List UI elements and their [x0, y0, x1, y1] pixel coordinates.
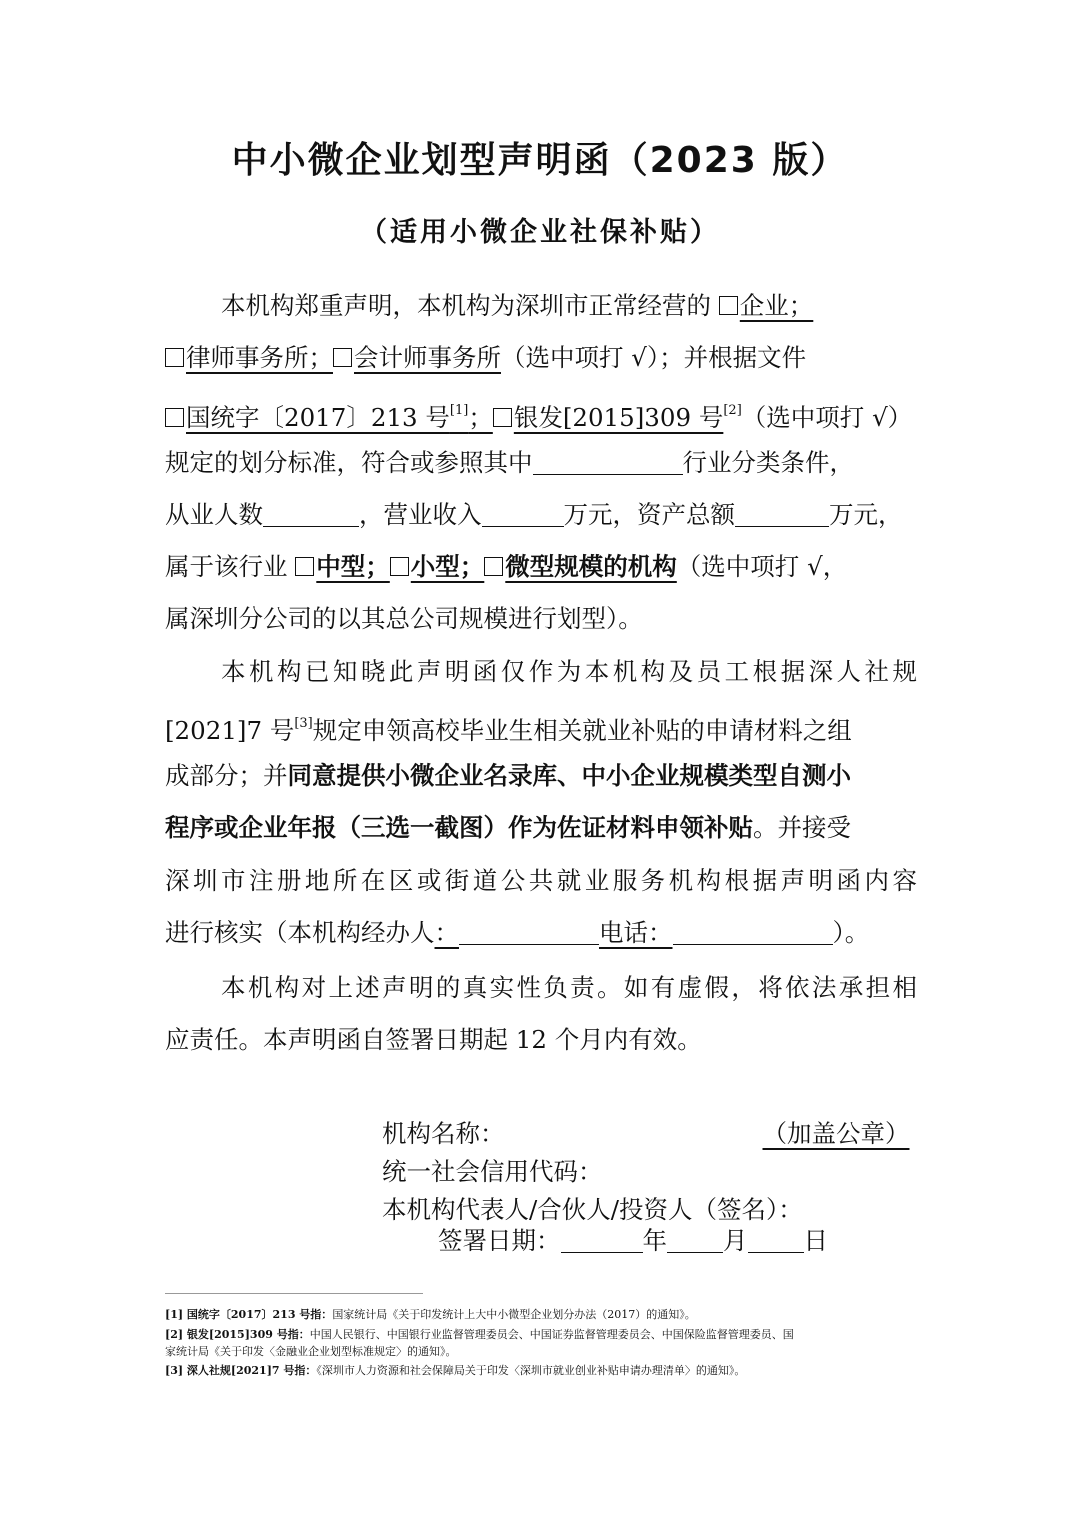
p1-line-6: 属于该行业 中型； 小型； 微型规模的机构（选中项打 √，	[165, 552, 848, 581]
p2-line-6: 进行核实（本机构经办人： 电话： ）。	[165, 913, 917, 953]
p2-line-4: 程序或企业年报（三选一截图）作为佐证材料申领补贴。并接受	[165, 813, 851, 842]
p1-line-4: 规定的划分标准，符合或参照其中 行业分类条件，	[165, 443, 917, 483]
credit-code-row: 统一社会信用代码：	[382, 1157, 603, 1186]
seal-note: （加盖公章）	[762, 1119, 910, 1148]
p2-line-2: [2021]7 号[3]规定申领高校毕业生相关就业补贴的申请材料之组	[165, 716, 852, 745]
p2-line-5: 深圳市注册地所在区或街道公共就业服务机构根据声明函内容	[165, 866, 917, 895]
industry-blank[interactable]	[533, 444, 683, 475]
p1-line-5: 从业人数 ，营业收入 万元，资产总额 万元，	[165, 495, 917, 535]
page-title: 中小微企业划型声明函（2023 版）	[231, 140, 849, 181]
org-name-field[interactable]	[505, 1119, 910, 1148]
p3-line-1: 本机构对上述声明的真实性负责。如有虚假，将依法承担相	[221, 973, 917, 1002]
checkbox-icon[interactable]	[165, 348, 184, 367]
page-subtitle: （适用小微企业社保补贴）	[360, 217, 720, 248]
standard-doc-options[interactable]: 国统字〔2017〕213 号[1]； 银发[2015]309 号	[165, 403, 723, 432]
checkbox-icon[interactable]	[390, 557, 409, 576]
month-blank[interactable]	[667, 1222, 723, 1253]
checkbox-icon[interactable]	[493, 408, 512, 427]
checkbox-icon[interactable]	[333, 348, 352, 367]
checkbox-icon[interactable]	[295, 557, 314, 576]
footnote-2-continued: 家统计局《关于印发〈金融业企业划型标准规定〉的通知》。	[165, 1345, 457, 1358]
footnote-divider	[165, 1293, 423, 1294]
p2-line-1: 本机构已知晓此声明函仅作为本机构及员工根据深人社规	[221, 657, 917, 686]
checkbox-icon[interactable]	[719, 296, 738, 315]
footnote-ref-2: [2]	[723, 403, 742, 418]
org-type-option-enterprise[interactable]: 企业；	[719, 291, 814, 320]
footnote-ref-1: [1]	[449, 403, 469, 418]
footnote-1: [1] 国统字〔2017〕213 号指：国家统计局《关于印发统计上大中小微型企业划分办法（2017）的通知》。	[165, 1308, 696, 1321]
org-name-row: 机构名称： （加盖公章）	[382, 1119, 910, 1148]
phone-blank[interactable]	[673, 914, 833, 945]
sign-date-row: 签署日期： 年 月 日	[438, 1221, 828, 1261]
checkbox-icon[interactable]	[484, 557, 503, 576]
footnote-ref-3: [3]	[294, 716, 313, 731]
handler-name-blank[interactable]	[459, 914, 599, 945]
scale-options[interactable]: 中型； 小型； 微型规模的机构	[295, 552, 677, 581]
year-blank[interactable]	[561, 1222, 643, 1253]
revenue-blank[interactable]	[482, 496, 564, 527]
day-blank[interactable]	[748, 1222, 804, 1253]
org-type-option-law-firm[interactable]: 律师事务所； 会计师事务所	[165, 343, 501, 372]
p1-line-7: 属深圳分公司的以其总公司规模进行划型）。	[165, 604, 643, 633]
p1-line-3: 国统字〔2017〕213 号[1]； 银发[2015]309 号[2]（选中项打 √）	[165, 391, 917, 431]
p1-line-2: 律师事务所； 会计师事务所（选中项打 √）；并根据文件	[165, 338, 917, 378]
total-assets-blank[interactable]	[735, 496, 829, 527]
p2-line-3: 成部分；并同意提供小微企业名录库、中小企业规模类型自测小	[165, 761, 851, 790]
footnote-2: [2] 银发[2015]309 号指：中国人民银行、中国银行业监督管理委员会、中国证券监督管理委员会、中国保险监督管理委员、国	[165, 1328, 794, 1341]
employee-count-blank[interactable]	[263, 496, 359, 527]
p1-line-1: 本机构郑重声明，本机构为深圳市正常经营的 企业；	[221, 291, 814, 320]
representative-row: 本机构代表人/合伙人/投资人（签名）：	[382, 1195, 803, 1224]
checkbox-icon[interactable]	[165, 408, 184, 427]
p3-line-2: 应责任。本声明函自签署日期起 12 个月内有效。	[165, 1025, 702, 1054]
footnote-3: [3] 深人社规[2021]7 号指：《深圳市人力资源和社会保障局关于印发〈深圳市就业创业补贴申请办理清单〉的通知》。	[165, 1364, 746, 1377]
